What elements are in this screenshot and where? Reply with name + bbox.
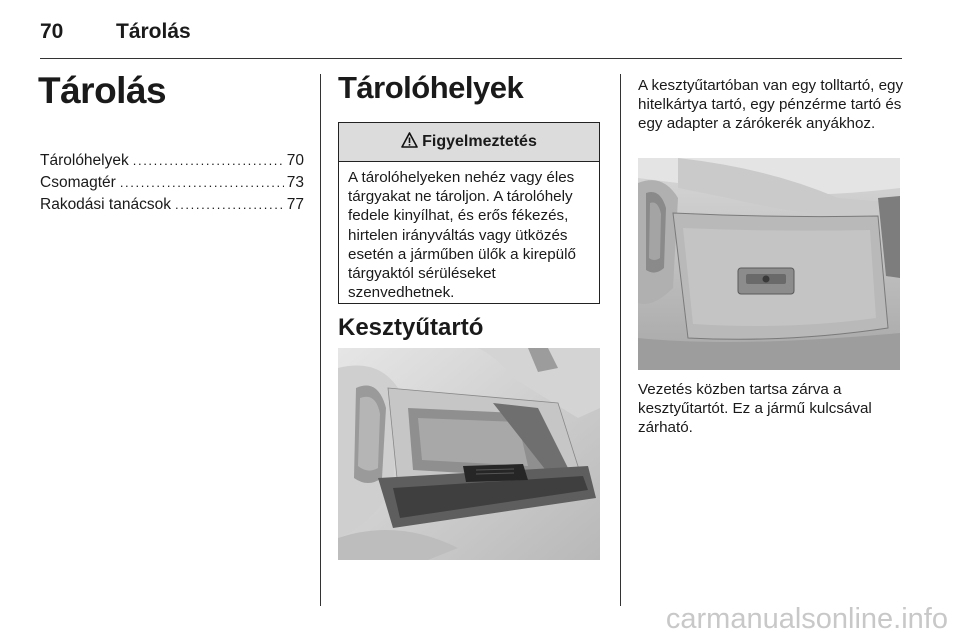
- toc-entry-label: Tárolóhelyek: [40, 152, 129, 169]
- glovebox-open-illustration: [338, 348, 600, 560]
- warning-triangle-icon: [401, 132, 418, 153]
- warning-header: [339, 123, 599, 162]
- toc-entry[interactable]: [40, 150, 304, 172]
- toc-entry-page: 70: [286, 152, 304, 169]
- toc-entry-page: 77: [286, 196, 304, 213]
- toc-dot-leader: [133, 150, 284, 172]
- toc-entry[interactable]: [40, 172, 304, 194]
- glovebox-lock-paragraph: Vezetés közben tartsa zárva a kesztyűtartót. Ez a jármű kulcsával zárható.: [638, 381, 872, 436]
- toc-dot-leader: [120, 172, 284, 194]
- running-header-title: Tárolás: [116, 20, 191, 43]
- section-title: Tárolóhelyek: [338, 70, 524, 105]
- toc-entry-label: Rakodási tanácsok: [40, 196, 171, 213]
- chapter-title: Tárolás: [38, 70, 167, 111]
- subsection-title: Kesztyűtartó: [338, 314, 484, 341]
- header-rule: [40, 58, 902, 59]
- toc-entry-page: 73: [286, 174, 304, 191]
- toc-entry[interactable]: [40, 194, 304, 216]
- column-divider-right: [620, 74, 621, 606]
- glovebox-contents-paragraph: A kesztyűtartóban van egy tolltartó, egy hitelkártya tartó, egy pénzérme tartó és egy adapter a zárókerék anyákhoz.: [638, 77, 904, 132]
- warning-title: Figyelmeztetés: [422, 133, 537, 150]
- watermark: carmanualsonline.info: [665, 603, 948, 635]
- warning-text: A tárolóhelyeken nehéz vagy éles tárgyakat ne tároljon. A tárolóhely fedele kinyílhat, és erős fékezés, hirtelen irányváltás vagy ütközés esetén a járműben ülők a kirepülő tárgyaktól sérüléseket szenvedhetnek.: [348, 169, 576, 302]
- toc-entry-label: Csomagtér: [40, 174, 116, 191]
- column-divider-left: [320, 74, 321, 606]
- warning-box: [338, 122, 600, 304]
- table-of-contents: [40, 150, 304, 216]
- glovebox-closed-illustration: [638, 158, 900, 370]
- page-number: 70: [40, 20, 64, 43]
- toc-dot-leader: [175, 194, 284, 216]
